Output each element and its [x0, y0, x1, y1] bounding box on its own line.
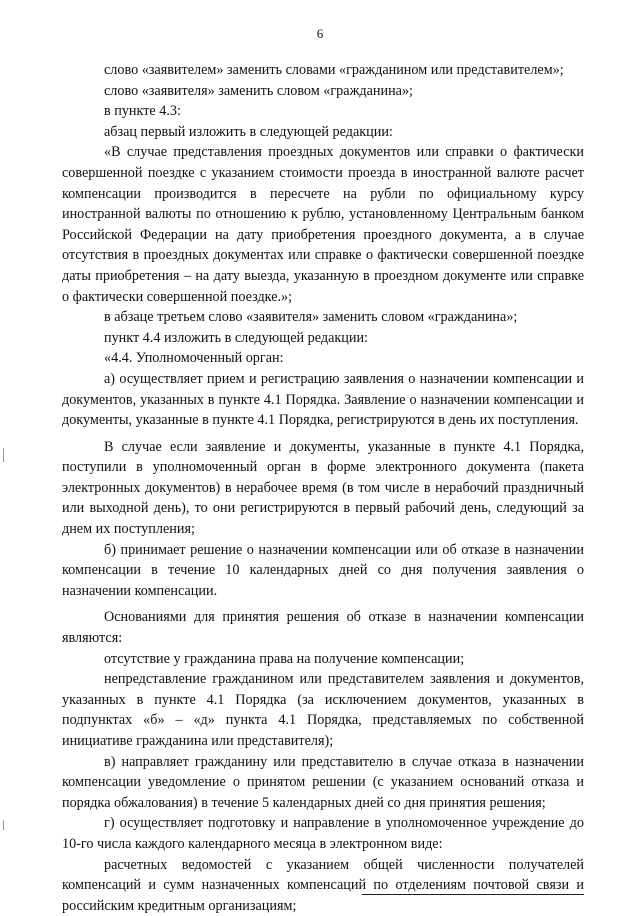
- footer-rule: [362, 894, 584, 895]
- scan-artifact: [3, 820, 4, 830]
- paragraph-13: отсутствие у гражданина права на получение компенсации;: [104, 650, 465, 667]
- document-body: [62, 60, 584, 916]
- paragraph-4: абзац первый изложить в следующей редакции:: [104, 123, 393, 140]
- paragraph-3: в пункте 4.3:: [104, 103, 181, 120]
- paragraph-9: а) осуществляет прием и регистрацию заявления о назначении компенсации и документов, указанных в пункте 4.1 Порядка. Заявление о назначении компенсации и документы, указанные в пункте 4.1 Порядка, регистрируются в день их поступления.: [62, 370, 584, 429]
- paragraph-14: непредставление гражданином или представителем заявления и документов, указанных в пункте 4.1 Порядка (за исключением документов, указанных в подпунктах «б» – «д» пункта 4.1 Порядка, представляемых по собственной инициативе гражданина или представителя);: [62, 671, 584, 749]
- paragraph-11: б) принимает решение о назначении компенсации или об отказе в назначении компенсации в течение 10 календарных дней со дня получения заявления о назначении компенсации.: [62, 541, 584, 599]
- paragraph-10: В случае если заявление и документы, указанные в пункте 4.1 Порядка, поступили в уполномоченный орган в форме электронного документа (пакета электронных документов) в нерабочее время (в том числе в нерабочий праздничный или выходной день), то они регистрируются в первый рабочий день, следующий за днем их поступления;: [62, 438, 584, 538]
- paragraph-12: Основаниями для принятия решения об отказе в назначении компенсации являются:: [62, 609, 584, 647]
- paragraph-6: в абзаце третьем слово «заявителя» заменить словом «гражданина»;: [104, 309, 518, 326]
- paragraph-1: слово «заявителем» заменить словами «гражданином или представителем»;: [104, 62, 564, 78]
- paragraph-17: расчетных ведомостей с указанием общей численности получателей компенсаций и сумм назначенных компенсаций по отделениям почтовой связи и российским кредитным организациям;: [62, 856, 584, 914]
- paragraph-8: «4.4. Уполномоченный орган:: [104, 350, 284, 367]
- paragraph-15: в) направляет гражданину или представителю в случае отказа в назначении компенсации уведомление о принятом решении (с указанием оснований отказа и порядка обжалования) в течение 5 календарных дней со дня принятия решения;: [62, 753, 584, 811]
- paragraph-7: пункт 4.4 изложить в следующей редакции:: [104, 329, 368, 346]
- paragraph-5: «В случае представления проездных документов или справки о фактически совершенной поездке с указанием стоимости проезда в иностранной валюте расчет компенсации производится в пересчете на рубли по официальному курсу иностранной валюты по отношению к рублю, установленному Центральным банком Российской Федерации на дату приобретения проездного документа, а в случае отсутствия в проездных документах или справке о фактически совершенной поездке даты приобретения – на дату выезда, указанную в проездном документе или справке о фактически совершенной поездке.»;: [62, 144, 584, 305]
- page-number: 6: [316, 26, 324, 41]
- paragraph-2: слово «заявителя» заменить словом «гражданина»;: [104, 82, 414, 99]
- paragraph-16: г) осуществляет подготовку и направление в уполномоченное учреждение до 10-го числа каждого календарного месяца в электронном виде:: [62, 815, 584, 852]
- scan-artifact: [3, 448, 4, 462]
